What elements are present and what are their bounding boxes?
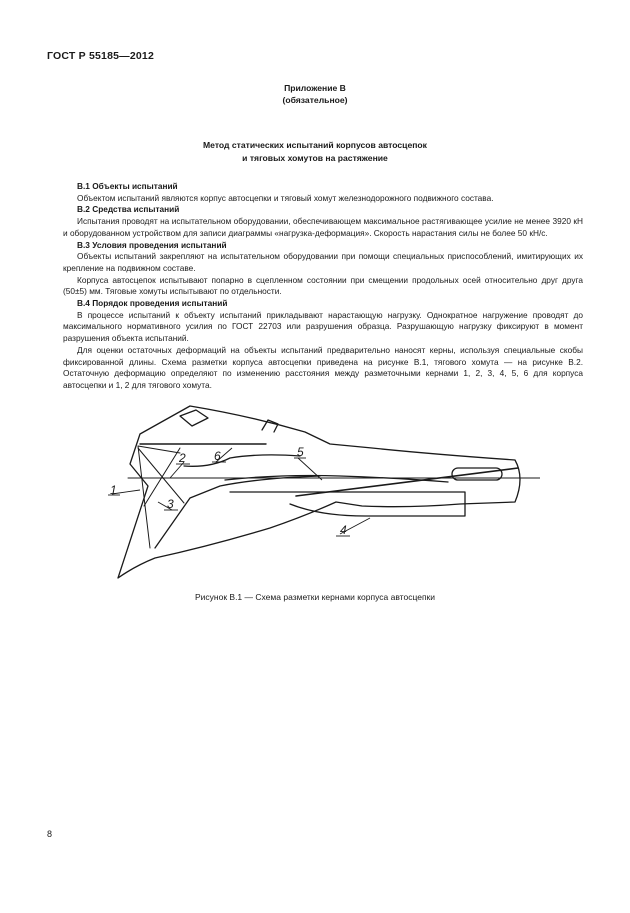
document-body <box>63 181 583 392</box>
figure-caption: Рисунок В.1 — Схема разметки кернами корпуса автосцепки <box>194 592 436 602</box>
coupler-body-diagram <box>100 398 540 583</box>
gauge-line-cross <box>144 448 180 506</box>
method-title-line1: Метод статических испытаний корпусов автосцепок <box>203 140 427 150</box>
appendix-status: (обязательное) <box>282 95 348 105</box>
page-number: 8 <box>47 829 53 839</box>
head-knuckle-contour <box>184 455 300 466</box>
figure-label-6: 6 <box>214 449 221 463</box>
section-heading: В.1 Объекты испытаний <box>77 181 178 191</box>
paragraph: Для оценки остаточных деформаций на объекты испытаний предварительно наносят керны, используя специальные скобы фиксированной длины. Схема разметки корпуса автосцепки приведена на рисунке В.1, тягового хомута — на рисунке В.2. Остаточную деформацию определяют по изменению расстояния между разметочными кернами 1, 2, 3, 4, 5, 6 для корпуса автосцепки и 1, 2 для тягового хомута. <box>63 344 583 390</box>
figure-label-5: 5 <box>297 445 304 459</box>
paragraph: Объекты испытаний закрепляют на испытательном оборудовании при помощи специальных приспособлений, имитирующих их крепление на подвижном составе. <box>63 251 583 273</box>
figure-label-3: 3 <box>167 497 174 511</box>
gauge-line-2 <box>138 446 180 453</box>
section-heading: В.3 Условия проведения испытаний <box>77 239 227 250</box>
appendix-title: Приложение В <box>284 83 346 93</box>
paragraph: В процессе испытаний к объекту испытаний прикладывают нарастающую нагрузку. Однократное нагружение проводят до максимального нормативного усилия по ГОСТ 22703 или разрушения образца. Разрушающую нагрузку фиксируют в момент разрушения объекта испытаний. <box>63 309 583 344</box>
figure-label-2: 2 <box>179 451 186 465</box>
gauge-line-1 <box>138 446 150 548</box>
document-header: ГОСТ Р 55185—2012 <box>47 50 155 62</box>
section-heading: В.4 Порядок проведения испытаний <box>77 298 228 309</box>
figure-label-4: 4 <box>340 523 347 537</box>
method-title-line2: и тяговых хомутов на растяжение <box>242 153 388 163</box>
figure-label-1: 1 <box>110 483 117 497</box>
section-heading: В.2 Средства испытаний <box>77 204 180 215</box>
paragraph: Корпуса автосцепок испытывают попарно в сцепленном состоянии при смещении продольных осей относительно друг друга (50±5) мм. Тяговые хомуты испытывают по отдельности. <box>63 274 583 297</box>
paragraph: Испытания проводят на испытательном оборудовании, обеспечивающем максимальное растягивающее усилие не менее 3920 кН и оборудованном устройством для записи диаграммы «нагрузка-деформация». Скорость нарастания силы не более 50 кН/с. <box>63 216 583 238</box>
paragraph: Объектом испытаний являются корпус автосцепки и тяговый хомут железнодорожного подвижного состава. <box>77 192 494 203</box>
head-window <box>180 410 208 426</box>
